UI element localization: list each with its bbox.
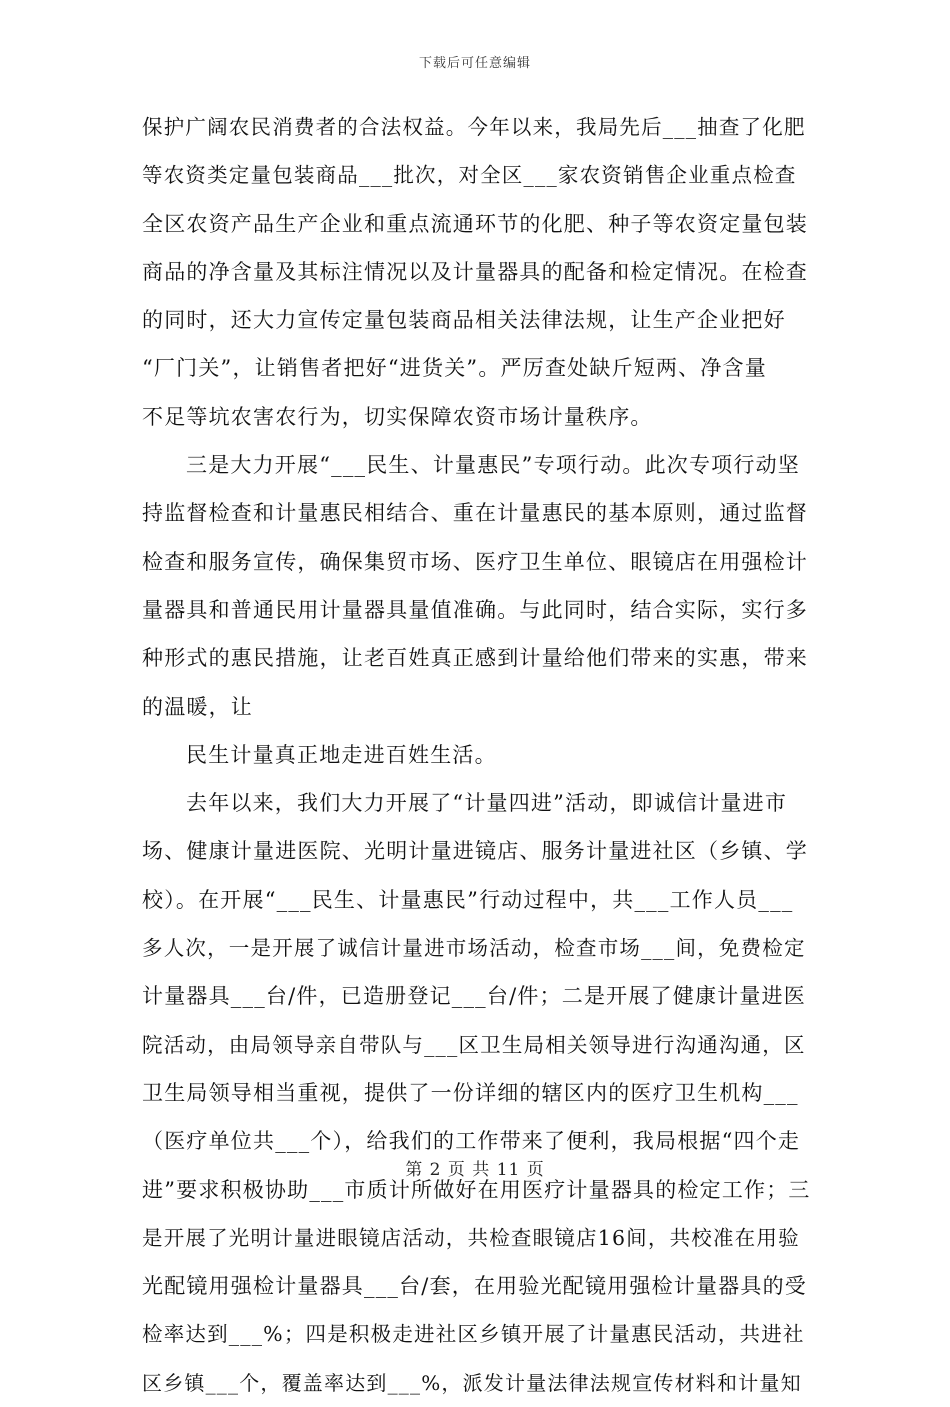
text-line: 的温暖，让 xyxy=(142,694,253,719)
text-line: 院活动，由局领导亲自带队与___区卫生局相关领导进行沟通沟通，区 xyxy=(142,1032,806,1057)
text-line: 卫生局领导相当重视，提供了一份详细的辖区内的医疗卫生机构___ xyxy=(142,1080,799,1105)
text-line: 种形式的惠民措施，让老百姓真正感到计量给他们带来的实惠，带来 xyxy=(142,646,808,671)
paragraph-start-line: 三是大力开展“___民生、计量惠民”专项行动。此次专项行动坚 xyxy=(186,453,800,478)
text-line: 进”要求积极协助___市质计所做好在用医疗计量器具的检定工作；三 xyxy=(142,1177,811,1202)
text-line: （医疗单位共___个），给我们的工作带来了便利，我局根据“四个走 xyxy=(142,1129,801,1154)
text-line: 量器具和普通民用计量器具量值准确。与此同时，结合实际，实行多 xyxy=(142,597,808,622)
text-line: 光配镜用强检计量器具___台/套，在用验光配镜用强检计量器具的受 xyxy=(142,1274,807,1299)
text-line: 商品的净含量及其标注情况以及计量器具的配备和检定情况。在检查 xyxy=(142,259,808,284)
paragraph-start-line: 民生计量真正地走进百姓生活。 xyxy=(186,742,497,767)
text-line: 校）。在开展“___民生、计量惠民”行动过程中，共___工作人员___ xyxy=(142,887,794,912)
text-line: 等农资类定量包装商品___批次，对全区___家农资销售企业重点检查 xyxy=(142,163,797,188)
document-body xyxy=(142,103,810,1407)
text-line: 的同时，还大力宣传定量包装商品相关法律法规，让生产企业把好 xyxy=(142,308,786,333)
text-line: 区乡镇___个，覆盖率达到___%，派发计量法律法规宣传材料和计量知 xyxy=(142,1370,802,1395)
text-line: 多人次，一是开展了诚信计量进市场活动，检查市场___间，免费检定 xyxy=(142,936,806,961)
text-line: “厂门关”，让销售者把好“进货关”。严厉查处缺斤短两、净含量 xyxy=(142,356,767,381)
text-line: 计量器具___台/件，已造册登记___台/件；二是开展了健康计量进医 xyxy=(142,984,806,1009)
text-line: 全区农资产品生产企业和重点流通环节的化肥、种子等农资定量包装 xyxy=(142,211,808,236)
paragraph-start-line: 去年以来，我们大力开展了“计量四进”活动，即诚信计量进市 xyxy=(186,791,788,816)
text-line: 不足等坑农害农行为，切实保障农资市场计量秩序。 xyxy=(142,404,653,429)
page-header-note: 下载后可任意编辑 xyxy=(418,56,531,71)
page-number-footer: 第 2 页 共 11 页 xyxy=(405,1160,545,1180)
text-line: 检查和服务宣传，确保集贸市场、医疗卫生单位、眼镜店在用强检计 xyxy=(142,549,808,574)
text-line: 保护广阔农民消费者的合法权益。今年以来，我局先后___抽查了化肥 xyxy=(142,115,806,139)
text-line: 持监督检查和计量惠民相结合、重在计量惠民的基本原则，通过监督 xyxy=(142,501,808,526)
text-line: 检率达到___%；四是积极走进社区乡镇开展了计量惠民活动，共进社 xyxy=(142,1322,805,1347)
text-line: 是开展了光明计量进眼镜店活动，共检查眼镜店16间，共校准在用验 xyxy=(142,1225,800,1250)
text-line: 场、健康计量进医院、光明计量进镜店、服务计量进社区（乡镇、学 xyxy=(142,839,808,864)
